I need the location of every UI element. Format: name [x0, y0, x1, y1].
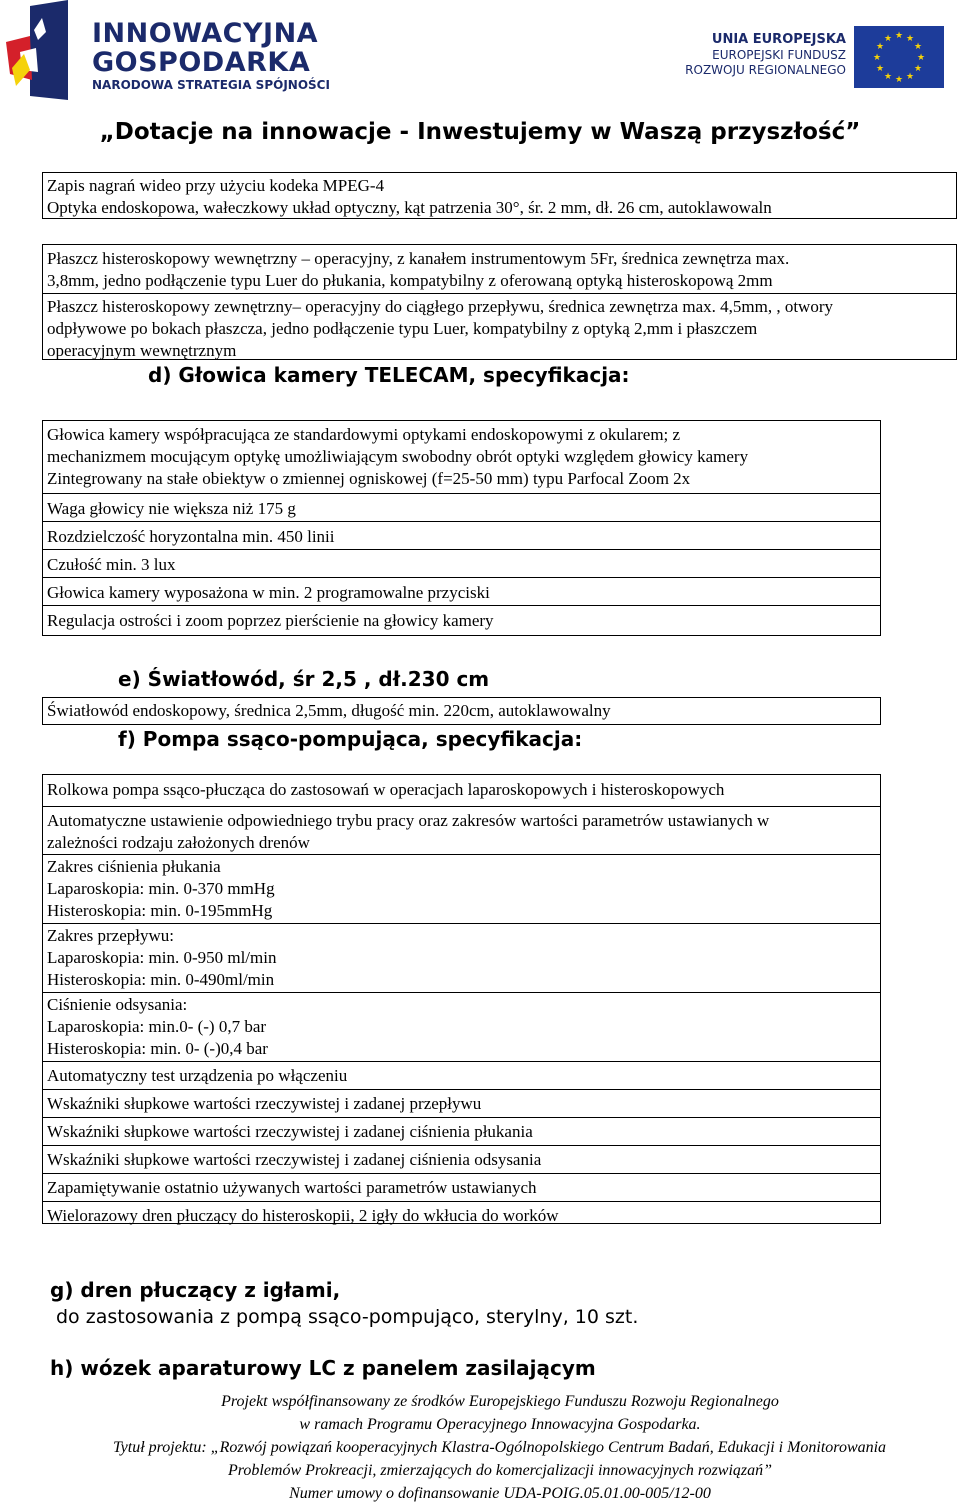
- row-line: Automatyczne ustawienie odpowiedniego trybu pracy oraz zakresów wartości parametrów ustawianych w: [47, 811, 770, 830]
- table-row: [43, 605, 880, 632]
- row-line: Zapamiętywanie ostatnio używanych wartości parametrów ustawianych: [47, 1178, 537, 1197]
- table-row: [43, 293, 956, 362]
- table-row: [43, 1173, 880, 1201]
- row-line: Histeroskopia: min. 0-195mmHg: [47, 901, 273, 920]
- row-line: Płaszcz histeroskopowy zewnętrzny– operacyjny do ciągłego przepływu, średnica zewnętrza max. 4,5mm, , otwory: [47, 297, 833, 316]
- svg-text:★: ★: [894, 75, 904, 85]
- table-row: [43, 992, 880, 1061]
- row-line: Laparoskopia: min. 0-950 ml/min: [47, 948, 277, 967]
- row-line: Wskaźniki słupkowe wartości rzeczywistej i zadanej przepływu: [47, 1094, 482, 1113]
- row-line: Zakres ciśnienia płukania: [47, 857, 221, 876]
- row-line: Głowica kamery wyposażona w min. 2 programowalne przyciski: [47, 583, 490, 602]
- row-line: Automatyczny test urządzenia po włączeniu: [47, 1066, 348, 1085]
- eu-logo-line2: EUROPEJSKI FUNDUSZ: [712, 48, 846, 62]
- table-row: [43, 698, 880, 722]
- section-h-heading: h) wózek aparaturowy LC z panelem zasilającym: [50, 1356, 596, 1380]
- row-line: Waga głowicy nie większa niż 175 g: [47, 499, 296, 518]
- table-light-guide: [42, 697, 881, 725]
- section-g-subtitle: do zastosowania z pompą ssąco-pompująco, sterylny, 10 szt.: [56, 1306, 639, 1328]
- ig-logo-line1: INNOWACYJNA: [92, 18, 319, 49]
- footer-line: Problemów Prokreacji, zmierzających do komercjalizacji innowacyjnych rozwiązań”: [227, 1462, 773, 1479]
- table-sheaths: [42, 244, 957, 360]
- eu-logo: [680, 26, 950, 90]
- row-line: 3,8mm, jedno podłączenie typu Luer do płukania, kompatybilny z oferowaną optyką histeroskopową 2mm: [47, 271, 773, 290]
- eu-logo-line3: ROZWOJU REGIONALNEGO: [685, 63, 846, 77]
- ig-logo-line3: NARODOWA STRATEGIA SPÓJNOŚCI: [92, 78, 330, 92]
- table-row: [43, 245, 956, 293]
- footer-line: w ramach Programu Operacyjnego Innowacyjna Gospodarka.: [299, 1416, 701, 1433]
- table-row: [43, 1117, 880, 1145]
- row-line: mechanizmem mocującym optykę umożliwiającym swobodny obrót optyki względem głowicy kamery: [47, 447, 749, 466]
- table-row: [43, 923, 880, 992]
- row-line: Zintegrowany na stałe obiektyw o zmiennej ogniskowej (f=25-50 mm) typu Parfocal Zoom 2x: [47, 469, 691, 488]
- page-title: „Dotacje na innowacje - Inwestujemy w Waszą przyszłość”: [99, 119, 861, 145]
- eu-logo-line1: UNIA EUROPEJSKA: [711, 32, 846, 47]
- row-line: Światłowód endoskopowy, średnica 2,5mm, długość min. 220cm, autoklawowalny: [47, 701, 611, 720]
- section-f-heading: f) Pompa ssąco-pompująca, specyfikacja:: [118, 727, 583, 751]
- footer-line: Projekt współfinansowany ze środków Europejskiego Funduszu Rozwoju Regionalnego: [221, 1393, 779, 1410]
- row-line: Histeroskopia: min. 0-490ml/min: [47, 970, 275, 989]
- row-line: Czułość min. 3 lux: [47, 555, 176, 574]
- row-line: Zapis nagrań wideo przy użyciu kodeka MPEG-4: [47, 176, 385, 195]
- svg-text:★: ★: [913, 42, 923, 52]
- svg-text:★: ★: [872, 53, 882, 63]
- table-row: [43, 1201, 880, 1227]
- svg-text:★: ★: [883, 72, 893, 82]
- row-line: Laparoskopia: min.0- (-) 0,7 bar: [47, 1017, 267, 1036]
- section-d-heading: d) Głowica kamery TELECAM, specyfikacja:: [148, 363, 630, 387]
- footer-line: Tytuł projektu: „Rozwój powiązań kooperacyjnych Klastra-Ogólnopolskiego Centrum Badań, Edukacji i Monitorowania: [112, 1439, 887, 1456]
- row-line: Rolkowa pompa ssąco-płucząca do zastosowań w operacjach laparoskopowych i histeroskopowych: [47, 780, 725, 799]
- row-line: Regulacja ostrości i zoom poprzez pierścienie na głowicy kamery: [47, 611, 494, 630]
- footer-line: Numer umowy o dofinansowanie UDA-POIG.05.01.00-005/12-00: [289, 1485, 711, 1502]
- section-g-heading: g) dren płuczący z igłami,: [50, 1278, 341, 1302]
- table-row: [43, 421, 880, 493]
- table-row: [43, 854, 880, 923]
- svg-text:★: ★: [913, 64, 923, 74]
- table-row: [43, 577, 880, 605]
- table-row: [43, 775, 880, 806]
- table-row: [43, 1061, 880, 1089]
- table-pump: [42, 774, 881, 1224]
- row-line: Ciśnienie odsysania:: [47, 995, 188, 1014]
- table-optics: [42, 172, 957, 219]
- footer: [0, 1390, 960, 1505]
- svg-text:★: ★: [905, 34, 915, 44]
- ig-logo-mark: [2, 0, 82, 100]
- table-camera-head: [42, 420, 881, 636]
- eu-flag-icon: [854, 26, 944, 88]
- svg-text:★: ★: [875, 42, 885, 52]
- row-line: Rozdzielczość horyzontalna min. 450 linii: [47, 527, 335, 546]
- svg-text:★: ★: [883, 34, 893, 44]
- row-line: odpływowe po bokach płaszcza, jedno podłączenie typu Luer, kompatybilny z optyką 2,mm i płaszczem: [47, 319, 758, 338]
- innowacyjna-gospodarka-logo: [0, 0, 330, 100]
- row-line: operacyjnym wewnętrznym: [47, 341, 237, 360]
- row-line: Zakres przepływu:: [47, 926, 174, 945]
- table-row: [43, 549, 880, 577]
- section-e-heading: e) Światłowód, śr 2,5 , dł.230 cm: [118, 667, 490, 691]
- svg-text:★: ★: [894, 31, 904, 41]
- svg-text:★: ★: [916, 53, 926, 63]
- row-line: Głowica kamery współpracująca ze standardowymi optykami endoskopowymi z okularem; z: [47, 425, 681, 444]
- row-line: Płaszcz histeroskopowy wewnętrzny – operacyjny, z kanałem instrumentowym 5Fr, średnica zewnętrza max.: [47, 249, 790, 268]
- table-row: [43, 806, 880, 854]
- svg-text:★: ★: [875, 64, 885, 74]
- row-line: Wielorazowy dren płuczący do histeroskopii, 2 igły do wkłucia do worków: [47, 1206, 559, 1225]
- table-row: [43, 1089, 880, 1117]
- row-line: Laparoskopia: min. 0-370 mmHg: [47, 879, 275, 898]
- table-row: [43, 173, 956, 219]
- table-row: [43, 1145, 880, 1173]
- row-line: Histeroskopia: min. 0- (-)0,4 bar: [47, 1039, 268, 1058]
- row-line: Wskaźniki słupkowe wartości rzeczywistej i zadanej ciśnienia płukania: [47, 1122, 533, 1141]
- row-line: zależności rodzaju założonych drenów: [47, 833, 310, 852]
- table-row: [43, 521, 880, 549]
- row-line: Wskaźniki słupkowe wartości rzeczywistej i zadanej ciśnienia odsysania: [47, 1150, 542, 1169]
- table-row: [43, 493, 880, 521]
- row-line: Optyka endoskopowa, wałeczkowy układ optyczny, kąt patrzenia 30°, śr. 2 mm, dł. 26 cm, autoklawowaln: [47, 198, 772, 217]
- svg-text:★: ★: [905, 72, 915, 82]
- ig-logo-line2: GOSPODARKA: [92, 47, 311, 78]
